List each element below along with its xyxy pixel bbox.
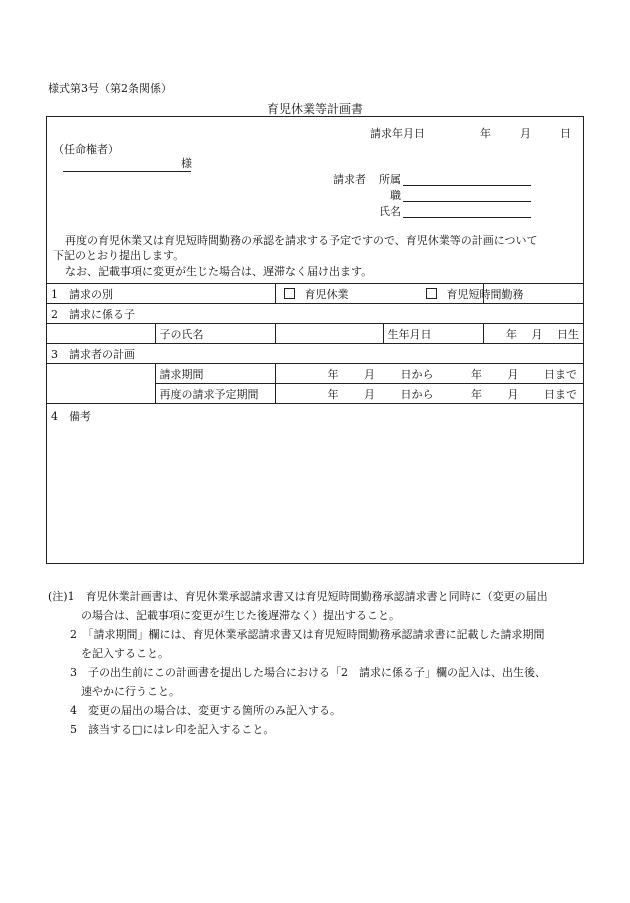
year-text: 年	[327, 367, 339, 381]
until-text: 日まで	[544, 367, 577, 381]
option-short-hours-label: 育児短時間勤務	[446, 287, 524, 301]
child-name-label: 子の氏名	[155, 324, 275, 344]
request-type-label: 1 請求の別	[47, 284, 275, 304]
requester-label: 請求者	[333, 173, 366, 186]
child-header-row	[47, 304, 583, 324]
child-name-field[interactable]	[275, 324, 383, 344]
remarks-label: 4 備考	[51, 410, 91, 423]
month-text: 月	[507, 387, 519, 401]
request-date-month: 月	[520, 127, 531, 140]
from-text: 日から	[400, 367, 434, 381]
request-date-row	[370, 125, 571, 141]
remarks-field[interactable]	[47, 404, 583, 562]
planned-period-field[interactable]	[275, 384, 583, 404]
note-line: 3 子の出生前にこの計画書を提出した場合における「2 請求に係る子」欄の記入は、出生後、	[48, 666, 546, 679]
request-type-row	[47, 284, 583, 304]
note-line: の場合は、記載事項に変更が生じた後遅滞なく）提出すること。	[48, 609, 400, 622]
position-label: 職	[390, 189, 401, 202]
sama-suffix: 様	[181, 157, 192, 170]
year-text: 年	[471, 367, 482, 381]
until-text: 日まで	[544, 387, 577, 401]
note-line: 4 変更の届出の場合は、変更する箇所のみ記入する。	[48, 704, 341, 717]
name-field[interactable]	[403, 205, 531, 218]
request-period-field[interactable]	[275, 364, 583, 384]
plan-section-label: 3 請求者の計画	[47, 344, 583, 364]
month-text: 月	[364, 387, 375, 401]
notes	[48, 587, 548, 739]
planned-period-label: 再度の請求予定期間	[155, 384, 275, 404]
checkbox-icon[interactable]	[426, 288, 437, 299]
name-label: 氏名	[379, 205, 401, 218]
planned-period-row	[47, 384, 583, 404]
plan-header-row	[47, 344, 583, 364]
option-short-hours[interactable]	[446, 284, 583, 304]
birth-date-field[interactable]: 年 月 日生	[483, 324, 583, 344]
year-text: 年	[327, 387, 339, 401]
spacer-cell	[47, 384, 155, 404]
remarks-row	[47, 404, 583, 562]
spacer-cell	[47, 324, 155, 344]
note-line: 速やかに行うこと。	[48, 685, 180, 698]
request-date-label: 請求年月日	[370, 127, 425, 140]
page-title: 育児休業等計画書	[266, 102, 363, 116]
intro-line-1: 再度の育児休業又は育児短時間勤務の承認を請求する予定ですので、育児休業等の計画について	[65, 234, 538, 247]
form-number: 様式第3号（第2条関係）	[48, 82, 172, 95]
child-detail-row	[47, 324, 583, 344]
child-section-label: 2 請求に係る子	[47, 304, 583, 324]
details-table	[47, 283, 584, 561]
affiliation-label: 所属	[379, 173, 401, 186]
intro-line-2: 下記のとおり提出します。	[53, 249, 185, 262]
note-line: 2 「請求期間」欄には、育児休業承認請求書又は育児短時間勤務承認請求書に記載した請求期間	[48, 628, 545, 641]
appointer-name-field[interactable]	[63, 157, 191, 172]
position-field[interactable]	[403, 189, 531, 202]
appointer-label: （任命権者）	[53, 143, 119, 156]
request-date-year: 年	[480, 127, 491, 140]
from-text: 日から	[400, 387, 434, 401]
birth-date-label: 生年月日	[383, 324, 483, 344]
form-frame	[46, 116, 584, 564]
spacer-cell	[47, 364, 155, 384]
option-childcare-leave-label: 育児休業	[304, 287, 349, 301]
year-text: 年	[471, 387, 482, 401]
request-period-row	[47, 364, 583, 384]
note-line: を記入すること。	[48, 647, 169, 660]
month-text: 月	[364, 367, 375, 381]
checkbox-icon[interactable]	[284, 288, 295, 299]
request-date-day: 日	[560, 127, 571, 140]
note-line: (注)1 育児休業計画書は、育児休業承認請求書又は育児短時間勤務承認請求書と同時に（変更の届出	[48, 590, 548, 603]
intro-line-3: なお、記載事項に変更が生じた場合は、遅滞なく届け出ます。	[65, 265, 373, 278]
month-text: 月	[507, 367, 519, 381]
note-line: 5 該当する□にはレ印を記入すること。	[48, 723, 275, 736]
affiliation-field[interactable]	[403, 173, 531, 186]
request-period-label: 請求期間	[155, 364, 275, 384]
